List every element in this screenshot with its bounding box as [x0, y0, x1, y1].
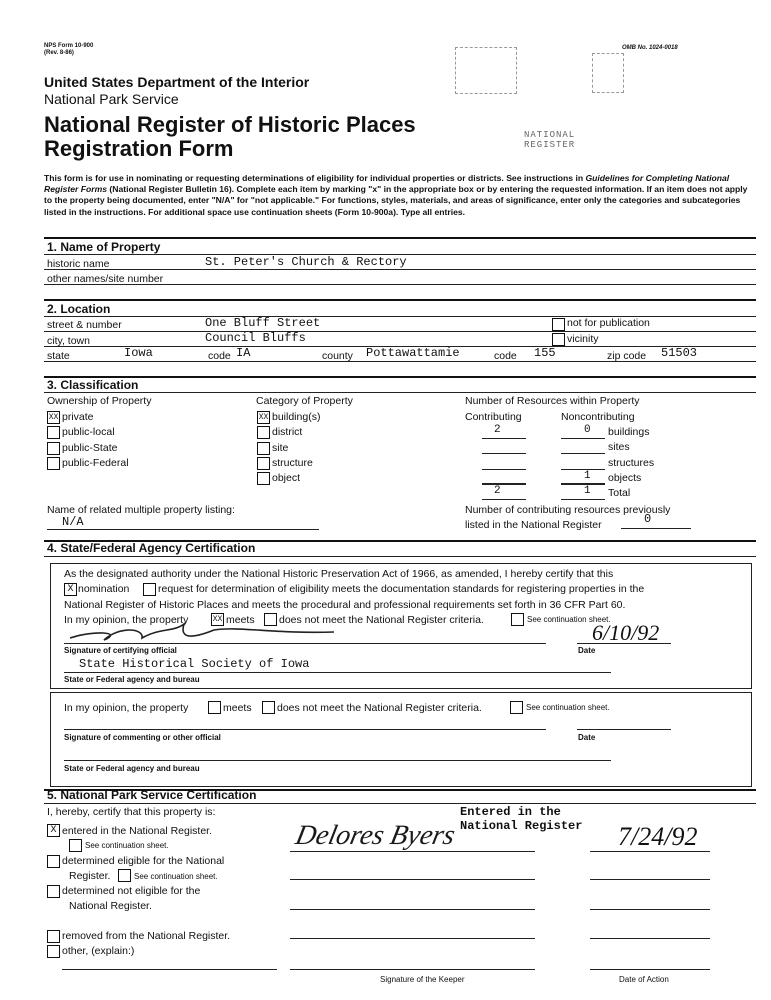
contributing-label: Contributing — [465, 411, 522, 423]
entered-label: entered in the National Register. — [62, 825, 213, 837]
state-code-label: code — [208, 350, 231, 362]
not-for-publication-checkbox[interactable] — [552, 318, 565, 331]
category-option-label: structure — [272, 456, 313, 469]
category-checkbox[interactable] — [257, 442, 270, 455]
form-revision: (Rev. 8-86) — [44, 50, 74, 56]
underline — [482, 484, 526, 485]
see-cont-1-label: See continuation sheet. — [85, 841, 169, 850]
ownership-option-label: public-Federal — [62, 456, 129, 469]
ownership-checkbox[interactable] — [47, 426, 60, 439]
nomination-label: nomination — [78, 583, 130, 595]
ownership-label: Ownership of Property — [47, 395, 152, 407]
does-not-meet2-checkbox[interactable] — [262, 701, 275, 714]
underline — [561, 484, 605, 485]
previously-listed-label-1: Number of contributing resources previously — [465, 504, 671, 516]
city-label: city, town — [47, 335, 90, 347]
noncontributing-count[interactable]: 1 — [584, 485, 591, 498]
divider — [44, 269, 756, 270]
cert-line-3: National Register of Historic Places and meets the procedural and professional requirements set forth in 36 CFR Part 60. — [64, 599, 626, 611]
date-stamp-box — [592, 53, 624, 93]
divider — [44, 284, 756, 285]
underline — [561, 499, 605, 500]
keeper-signature: Delores Byers — [292, 820, 458, 851]
signature-line — [290, 938, 535, 939]
date-line — [590, 851, 710, 852]
divider — [44, 556, 756, 557]
city-value[interactable]: Council Bluffs — [205, 331, 306, 345]
underline — [561, 438, 605, 439]
keeper-label: Signature of the Keeper — [380, 975, 465, 984]
determined-eligible-label-1: determined eligible for the National — [62, 855, 225, 867]
cert-line-1: As the designated authority under the National Historic Preservation Act of 1966, as amended, I hereby certify that this — [64, 568, 614, 580]
underline — [621, 528, 691, 529]
underline — [561, 453, 605, 454]
county-code-value[interactable]: 155 — [534, 346, 556, 360]
historic-name-value[interactable]: St. Peter's Church & Rectory — [205, 255, 407, 269]
resource-type-label: sites — [608, 441, 630, 454]
underline — [482, 499, 526, 500]
underline — [482, 453, 526, 454]
see-cont-2-checkbox[interactable] — [118, 869, 131, 882]
opinion2-prefix: In my opinion, the property — [64, 702, 189, 714]
action-date: 7/24/92 — [618, 822, 698, 851]
date-line — [577, 729, 671, 730]
total-divider — [482, 483, 526, 484]
resource-type-label: Total — [608, 487, 631, 500]
instructions: This form is for use in nominating or requesting determinations of eligibility for individual properties or districts. See instructions in Guidelines for Completing National Register Forms (National Register Bulletin 16). Complete each item by marking "x" in the appropriate box or by entering the requested information. If an item does not apply to the property being documented, enter "N/A" for "not applicable." For functions, styles, materials, and areas of significance, enter only the categories and subcategories listed in the instructions. For additional space use continuation sheets (Form 10-900a). Type all entries. — [44, 173, 748, 217]
see-continuation-label: See continuation sheet. — [527, 615, 611, 624]
received-stamp — [524, 130, 575, 150]
agency2-label: State or Federal agency and bureau — [64, 764, 200, 773]
underline — [482, 469, 526, 470]
vicinity-checkbox[interactable] — [552, 333, 565, 346]
signature2-label: Signature of commenting or other official — [64, 733, 221, 742]
ownership-checkbox[interactable]: XX — [48, 413, 59, 422]
request-checkbox[interactable] — [143, 583, 156, 596]
category-checkbox[interactable]: XX — [258, 413, 269, 422]
entered-checkbox[interactable]: X — [47, 824, 60, 837]
other-names-label: other names/site number — [47, 273, 164, 285]
date-line — [590, 879, 710, 880]
date-line — [590, 909, 710, 910]
agency-label: State or Federal agency and bureau — [64, 675, 200, 684]
signature-line — [64, 643, 546, 644]
form-number: NPS Form 10-900 — [44, 43, 94, 49]
meets-checkbox[interactable]: XX — [212, 615, 223, 624]
state-code-value[interactable]: IA — [236, 346, 251, 360]
date-line — [590, 938, 710, 939]
request-label: request for determination of eligibility meets the documentation standards for registering properties in the — [158, 583, 645, 595]
title-line-1: National Register of Historic Places — [44, 112, 416, 137]
county-code-label: code — [494, 350, 517, 362]
see-continuation-checkbox[interactable] — [511, 613, 524, 626]
date-line — [590, 969, 710, 970]
section5-heading: 5. National Park Service Certification — [47, 788, 257, 802]
resource-type-label: objects — [608, 471, 642, 484]
contributing-count[interactable]: 2 — [494, 424, 501, 436]
total-divider — [561, 483, 605, 484]
not-eligible-label-1: determined not eligible for the — [62, 885, 201, 897]
noncontributing-count[interactable]: 0 — [584, 424, 591, 436]
underline — [47, 529, 319, 530]
street-label: street & number — [47, 319, 122, 331]
category-option-label: building(s) — [272, 411, 321, 423]
divider — [44, 392, 756, 393]
resource-type-label: buildings — [608, 426, 650, 438]
meets2-checkbox[interactable] — [208, 701, 221, 714]
other-checkbox[interactable] — [47, 945, 60, 958]
signature-label: Signature of certifying official — [64, 646, 177, 655]
removed-checkbox[interactable] — [47, 930, 60, 943]
divider — [44, 376, 756, 378]
historic-name-label: historic name — [47, 258, 110, 270]
category-checkbox[interactable] — [257, 472, 270, 485]
category-checkbox[interactable] — [257, 426, 270, 439]
signature-line — [64, 729, 546, 730]
vicinity-label: vicinity — [567, 333, 599, 345]
determined-eligible-checkbox[interactable] — [47, 855, 60, 868]
other-label: other, (explain:) — [62, 945, 135, 957]
omb-number: OMB No. 1024-0018 — [622, 45, 678, 51]
category-option-label: district — [272, 426, 303, 439]
section1-heading: 1. Name of Property — [47, 240, 161, 254]
category-option-label: site — [272, 441, 289, 454]
underline — [482, 438, 526, 439]
divider — [44, 237, 756, 239]
date-label: Date — [578, 646, 596, 655]
stamp-line-2: REGISTER — [524, 140, 576, 150]
determined-eligible-label-2: Register. — [69, 870, 111, 882]
resources-label: Number of Resources within Property — [465, 395, 640, 407]
title-line-2: Registration Form — [44, 136, 234, 161]
opinion-prefix: In my opinion, the property — [64, 614, 189, 626]
not-eligible-label-2: National Register. — [69, 900, 152, 912]
date2-label: Date — [578, 733, 596, 742]
not-for-publication-label: not for publication — [567, 317, 650, 329]
removed-label: removed from the National Register. — [62, 930, 231, 942]
noncontributing-count[interactable]: 1 — [584, 469, 591, 482]
divider — [44, 361, 756, 362]
section2-heading: 2. Location — [47, 302, 111, 316]
certification-date: 6/10/92 — [592, 620, 660, 645]
entered-stamp — [460, 805, 582, 833]
ownership-option-label: public-local — [62, 426, 115, 439]
nps-intro: I, hereby, certify that this property is: — [47, 806, 216, 818]
does-not-meet2-label: does not meet the National Register criteria. — [277, 702, 482, 714]
entered-stamp-line-2: National Register — [460, 819, 583, 833]
related-listing-label: Name of related multiple property listing: — [47, 504, 235, 516]
see-continuation2-checkbox[interactable] — [510, 701, 523, 714]
agency-line — [64, 760, 611, 761]
section3-heading: 3. Classification — [47, 378, 139, 392]
agency-line — [64, 672, 611, 673]
signature-line — [290, 851, 535, 852]
zip-label: zip code — [607, 350, 647, 362]
see-cont-1-checkbox[interactable] — [69, 839, 82, 852]
state-label: state — [47, 350, 70, 362]
ownership-option-label: private — [62, 411, 94, 423]
not-eligible-checkbox[interactable] — [47, 885, 60, 898]
meets-label: meets — [226, 614, 255, 626]
category-checkbox[interactable] — [257, 457, 270, 470]
signature-line — [290, 969, 535, 970]
ownership-option-label: public-State — [62, 441, 118, 454]
underline — [62, 969, 277, 970]
ownership-checkbox[interactable] — [47, 457, 60, 470]
form-title — [44, 113, 416, 161]
section4-heading: 4. State/Federal Agency Certification — [47, 541, 256, 555]
department: United States Department of the Interior — [44, 74, 310, 90]
action-date-label: Date of Action — [619, 975, 669, 984]
see-continuation2-label: See continuation sheet. — [526, 703, 610, 712]
does-not-meet-label: does not meet the National Register criteria. — [279, 614, 484, 626]
certifying-official-signature — [64, 618, 404, 644]
zip-value[interactable]: 51503 — [661, 346, 698, 360]
resource-type-label: structures — [608, 456, 655, 469]
divider — [44, 331, 756, 332]
previously-listed-value[interactable]: 0 — [644, 512, 652, 526]
signature-line — [290, 909, 535, 910]
signature-line — [290, 879, 535, 880]
ownership-checkbox[interactable] — [47, 442, 60, 455]
agency: National Park Service — [44, 91, 179, 107]
county-value[interactable]: Pottawattamie — [366, 346, 460, 360]
date-stamp — [455, 47, 517, 94]
related-listing-value[interactable]: N/A — [62, 515, 84, 529]
category-label: Category of Property — [256, 395, 353, 407]
county-label: county — [322, 350, 353, 362]
date-line — [577, 643, 671, 644]
category-option-label: object — [272, 472, 301, 485]
state-value[interactable]: Iowa — [124, 346, 153, 360]
underline — [561, 469, 605, 470]
see-cont-2-label: See continuation sheet. — [134, 872, 218, 881]
street-value[interactable]: One Bluff Street — [205, 316, 321, 330]
previously-listed-label-2: listed in the National Register — [465, 519, 602, 531]
noncontributing-label: Noncontributing — [561, 411, 635, 423]
nomination-checkbox[interactable]: X — [64, 583, 77, 596]
meets2-label: meets — [223, 702, 252, 714]
divider — [44, 803, 756, 804]
contributing-count[interactable]: 2 — [494, 485, 501, 498]
divider — [44, 299, 756, 301]
entered-stamp-line-1: Entered in the — [460, 805, 561, 819]
agency-value[interactable]: State Historical Society of Iowa — [79, 657, 310, 671]
stamp-line-1: NATIONAL — [524, 130, 576, 140]
